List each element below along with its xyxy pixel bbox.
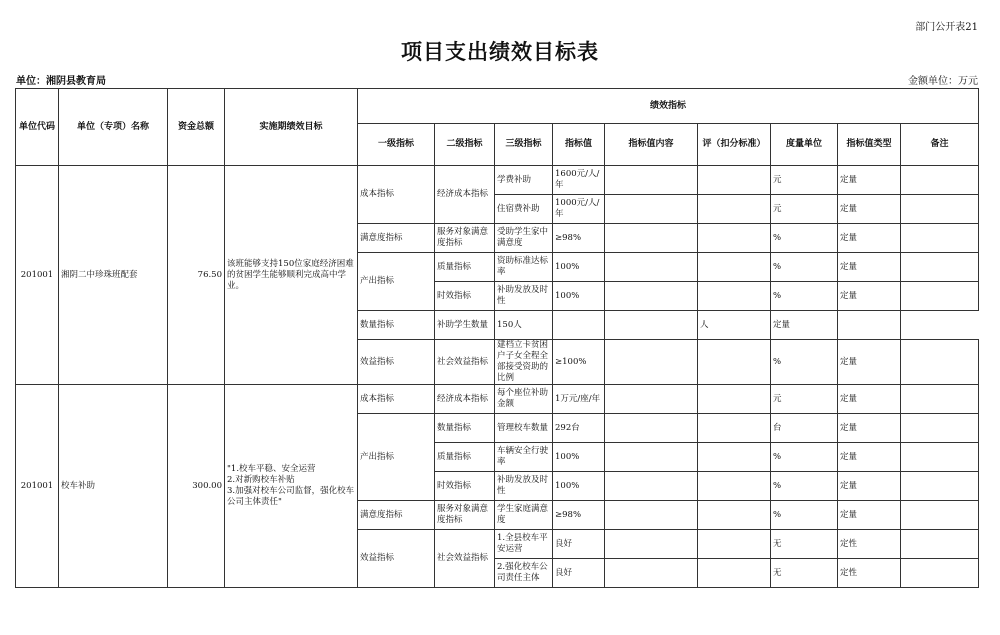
measure-unit: 无 — [771, 530, 838, 559]
page-title: 项目支出绩效目标表 — [401, 39, 599, 64]
unit-code: 201001 — [16, 385, 59, 588]
score-standard — [698, 472, 771, 501]
level2-indicator: 质量指标 — [435, 443, 495, 472]
score-standard — [698, 443, 771, 472]
indicator-content — [605, 559, 698, 588]
note — [901, 224, 979, 253]
level3-indicator: 建档立卡贫困户子女全程全部接受资助的比例 — [495, 340, 553, 385]
measure-unit: 元 — [771, 385, 838, 414]
value-type: 定量 — [838, 414, 901, 443]
value-type: 定量 — [838, 340, 901, 385]
level2-indicator: 服务对象满意度指标 — [435, 224, 495, 253]
measure-unit: 人 — [698, 311, 771, 340]
value-type: 定量 — [838, 224, 901, 253]
score-standard — [698, 195, 771, 224]
col-code: 单位代码 — [16, 89, 59, 166]
level3-indicator: 资助标准达标率 — [495, 253, 553, 282]
measure-unit: 元 — [771, 195, 838, 224]
indicator-content — [605, 224, 698, 253]
level3-indicator: 补助发放及时性 — [495, 472, 553, 501]
project-name: 校车补助 — [59, 385, 168, 588]
col-type: 指标值类型 — [838, 124, 901, 166]
col-unit: 度量单位 — [771, 124, 838, 166]
note — [901, 385, 979, 414]
level3-indicator: 住宿费补助 — [495, 195, 553, 224]
note — [901, 443, 979, 472]
indicator-value: 良好 — [553, 559, 605, 588]
indicator-content — [605, 340, 698, 385]
level3-indicator: 补助学生数量 — [435, 311, 495, 340]
fund-total: 300.00 — [168, 385, 225, 588]
value-type: 定性 — [838, 530, 901, 559]
score-standard — [605, 311, 698, 340]
measure-unit: % — [771, 501, 838, 530]
level1-indicator: 效益指标 — [358, 530, 435, 588]
indicator-content — [605, 166, 698, 195]
note — [901, 530, 979, 559]
col-l1: 一级指标 — [358, 124, 435, 166]
indicator-value: 100% — [553, 282, 605, 311]
indicator-content — [605, 385, 698, 414]
score-standard — [698, 224, 771, 253]
col-goal: 实施期绩效目标 — [225, 89, 358, 166]
indicator-value: 100% — [553, 472, 605, 501]
level2-indicator: 数量指标 — [435, 414, 495, 443]
value-type: 定性 — [838, 559, 901, 588]
level3-indicator: 补助发放及时性 — [495, 282, 553, 311]
note — [901, 472, 979, 501]
col-note: 备注 — [901, 124, 979, 166]
score-standard — [698, 501, 771, 530]
note — [838, 311, 901, 340]
measure-unit: 台 — [771, 414, 838, 443]
measure-unit: % — [771, 340, 838, 385]
level3-indicator: 每个座位补助金额 — [495, 385, 553, 414]
indicator-value: 100% — [553, 253, 605, 282]
note — [901, 559, 979, 588]
score-standard — [698, 530, 771, 559]
unit-label: 单位：湘阴县教育局 — [16, 76, 106, 87]
value-type: 定量 — [838, 282, 901, 311]
unit-code: 201001 — [16, 166, 59, 385]
level2-indicator: 社会效益指标 — [435, 340, 495, 385]
level3-indicator: 学费补助 — [495, 166, 553, 195]
col-name: 单位（专项）名称 — [59, 89, 168, 166]
score-standard — [698, 166, 771, 195]
level3-indicator: 学生家庭满意度 — [495, 501, 553, 530]
measure-unit: 无 — [771, 559, 838, 588]
indicator-value: 良好 — [553, 530, 605, 559]
value-type: 定量 — [838, 501, 901, 530]
indicator-content — [553, 311, 605, 340]
col-l2: 二级指标 — [435, 124, 495, 166]
value-type: 定量 — [838, 253, 901, 282]
form-tag: 部门公开表21 — [915, 22, 978, 33]
score-standard — [698, 340, 771, 385]
measure-unit: 元 — [771, 166, 838, 195]
level3-indicator: 车辆安全行驶率 — [495, 443, 553, 472]
col-l3: 三级指标 — [495, 124, 553, 166]
indicator-value: 100% — [553, 443, 605, 472]
value-type: 定量 — [838, 443, 901, 472]
indicator-value: 1600元/人/年 — [553, 166, 605, 195]
indicator-value: ≥98% — [553, 501, 605, 530]
perf-goal: "1.校车平稳、安全运营 2.对新购校车补贴 3.加强对校车公司监督，强化校车公司主体责任" — [225, 385, 358, 588]
level3-indicator: 1.全县校车平安运营 — [495, 530, 553, 559]
note — [901, 195, 979, 224]
col-score: 评（扣分标准） — [698, 124, 771, 166]
level2-indicator: 质量指标 — [435, 253, 495, 282]
measure-unit: % — [771, 253, 838, 282]
measure-unit: % — [771, 443, 838, 472]
indicator-value: ≥100% — [553, 340, 605, 385]
indicator-content — [605, 530, 698, 559]
indicator-value: 150人 — [495, 311, 553, 340]
score-standard — [698, 559, 771, 588]
level1-indicator: 成本指标 — [358, 385, 435, 414]
note — [901, 282, 979, 311]
level3-indicator: 管理校车数量 — [495, 414, 553, 443]
indicator-value: 1万元/座/年 — [553, 385, 605, 414]
level1-indicator: 满意度指标 — [358, 224, 435, 253]
score-standard — [698, 385, 771, 414]
note — [901, 340, 979, 385]
level3-indicator: 2.强化校车公司责任主体 — [495, 559, 553, 588]
level1-indicator: 成本指标 — [358, 166, 435, 224]
indicator-content — [605, 195, 698, 224]
level2-indicator: 经济成本指标 — [435, 385, 495, 414]
level2-indicator: 数量指标 — [358, 311, 435, 340]
amount-unit-label: 金额单位：万元 — [908, 76, 978, 87]
fund-total: 76.50 — [168, 166, 225, 385]
col-value: 指标值 — [553, 124, 605, 166]
level2-indicator: 社会效益指标 — [435, 530, 495, 588]
perf-goal: 该班能够支持150位家庭经济困难的贫困学生能够顺利完成高中学业。 — [225, 166, 358, 385]
note — [901, 501, 979, 530]
note — [901, 253, 979, 282]
level3-indicator: 受助学生家中满意度 — [495, 224, 553, 253]
value-type: 定量 — [838, 195, 901, 224]
measure-unit: % — [771, 282, 838, 311]
level1-indicator: 满意度指标 — [358, 501, 435, 530]
indicator-value: 292台 — [553, 414, 605, 443]
level2-indicator: 时效指标 — [435, 472, 495, 501]
indicator-content — [605, 414, 698, 443]
level2-indicator: 服务对象满意度指标 — [435, 501, 495, 530]
level1-indicator: 产出指标 — [358, 253, 435, 311]
table-row — [16, 166, 979, 195]
indicator-content — [605, 501, 698, 530]
performance-table — [15, 88, 979, 588]
value-type: 定量 — [838, 472, 901, 501]
level1-indicator: 产出指标 — [358, 414, 435, 501]
score-standard — [698, 253, 771, 282]
indicator-content — [605, 253, 698, 282]
measure-unit: % — [771, 224, 838, 253]
value-type: 定量 — [838, 166, 901, 195]
value-type: 定量 — [838, 385, 901, 414]
level2-indicator: 经济成本指标 — [435, 166, 495, 224]
value-type: 定量 — [771, 311, 838, 340]
score-standard — [698, 414, 771, 443]
score-standard — [698, 282, 771, 311]
indicator-content — [605, 443, 698, 472]
indicator-content — [605, 472, 698, 501]
measure-unit: % — [771, 472, 838, 501]
col-fund: 资金总额 — [168, 89, 225, 166]
project-name: 湘阴二中珍珠班配套 — [59, 166, 168, 385]
level1-indicator: 效益指标 — [358, 340, 435, 385]
header-row — [16, 89, 979, 124]
indicator-value: ≥98% — [553, 224, 605, 253]
indicator-value: 1000元/人/年 — [553, 195, 605, 224]
level2-indicator: 时效指标 — [435, 282, 495, 311]
table-row — [16, 385, 979, 414]
indicator-content — [605, 282, 698, 311]
col-perf: 绩效指标 — [358, 89, 979, 124]
note — [901, 166, 979, 195]
col-content: 指标值内容 — [605, 124, 698, 166]
note — [901, 414, 979, 443]
